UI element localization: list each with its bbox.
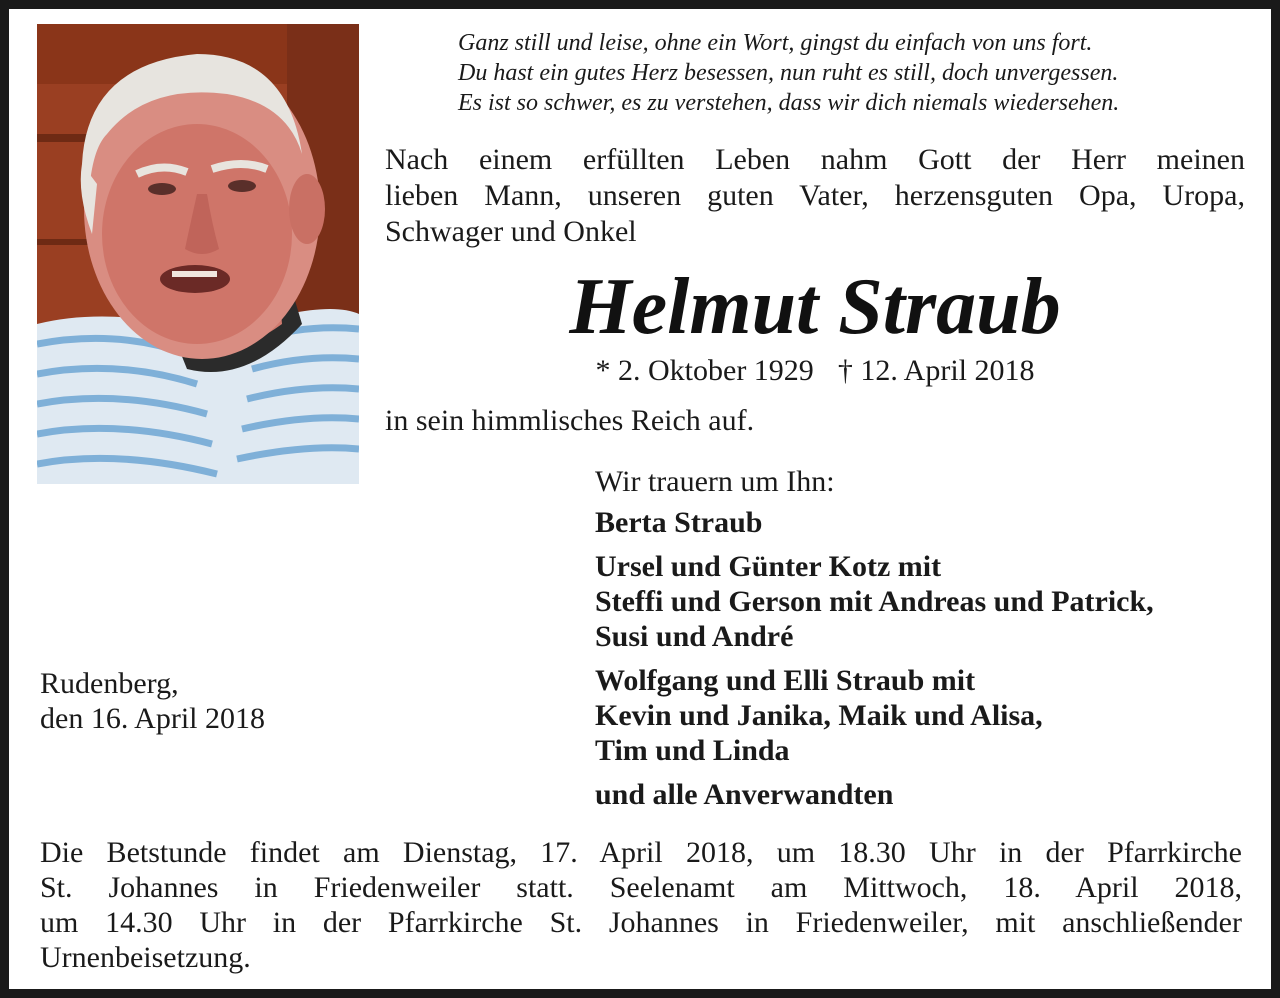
mourner-group xyxy=(595,777,1154,812)
intro-text xyxy=(385,142,1245,250)
poem-line: Es ist so schwer, es zu verstehen, dass wir dich niemals wiedersehen. xyxy=(458,90,1120,116)
service-line: St. Johannes in Friedenweiler statt. Seelenamt am Mittwoch, 18. April 2018, xyxy=(40,871,1242,904)
mourner-line: und alle Anverwandten xyxy=(595,778,894,811)
intro-line: Nach einem erfüllten Leben nahm Gott der Herr meinen xyxy=(385,143,1245,176)
obituary-card xyxy=(9,9,1271,989)
mourners-lead: Wir trauern um Ihn: xyxy=(595,465,835,498)
mourner-group xyxy=(595,549,1154,654)
mourner-line: Kevin und Janika, Maik und Alisa, xyxy=(595,699,1043,732)
service-line: um 14.30 Uhr in der Pfarrkirche St. Johannes in Friedenweiler, mit anschließender xyxy=(40,906,1242,939)
birth-date: * 2. Oktober 1929 xyxy=(595,354,814,387)
service-line: Urnenbeisetzung. xyxy=(40,941,251,974)
mourner-line: Susi und André xyxy=(595,620,794,653)
place: Rudenberg, xyxy=(40,667,179,700)
mourner-line: Ursel und Günter Kotz mit xyxy=(595,550,942,583)
intro-line: lieben Mann, unseren guten Vater, herzensguten Opa, Uropa, xyxy=(385,179,1245,212)
service-info xyxy=(40,835,1242,975)
portrait-photo xyxy=(37,24,359,484)
place-date: den 16. April 2018 xyxy=(40,702,265,735)
mourner-group xyxy=(595,663,1154,768)
mourner-group xyxy=(595,505,1154,540)
place-and-date xyxy=(40,666,265,736)
mourner-line: Steffi und Gerson mit Andreas und Patrick, xyxy=(595,585,1154,618)
outro-text: in sein himmlisches Reich auf. xyxy=(385,404,755,437)
poem xyxy=(389,28,1269,118)
death-date: † 12. April 2018 xyxy=(837,354,1035,387)
mourner-line: Wolfgang und Elli Straub mit xyxy=(595,664,976,697)
life-dates xyxy=(385,351,1245,391)
service-line: Die Betstunde findet am Dienstag, 17. April 2018, um 18.30 Uhr in der Pfarrkirche xyxy=(40,836,1242,869)
poem-line: Du hast ein gutes Herz besessen, nun ruht es still, doch unvergessen. xyxy=(458,60,1119,86)
intro-line: Schwager und Onkel xyxy=(385,215,637,248)
mourners-list xyxy=(595,464,1154,821)
mourner-line: Berta Straub xyxy=(595,506,763,539)
mourner-line: Tim und Linda xyxy=(595,734,790,767)
deceased-name: Helmut Straub xyxy=(569,263,1061,351)
poem-line: Ganz still und leise, ohne ein Wort, gingst du einfach von uns fort. xyxy=(458,30,1093,56)
